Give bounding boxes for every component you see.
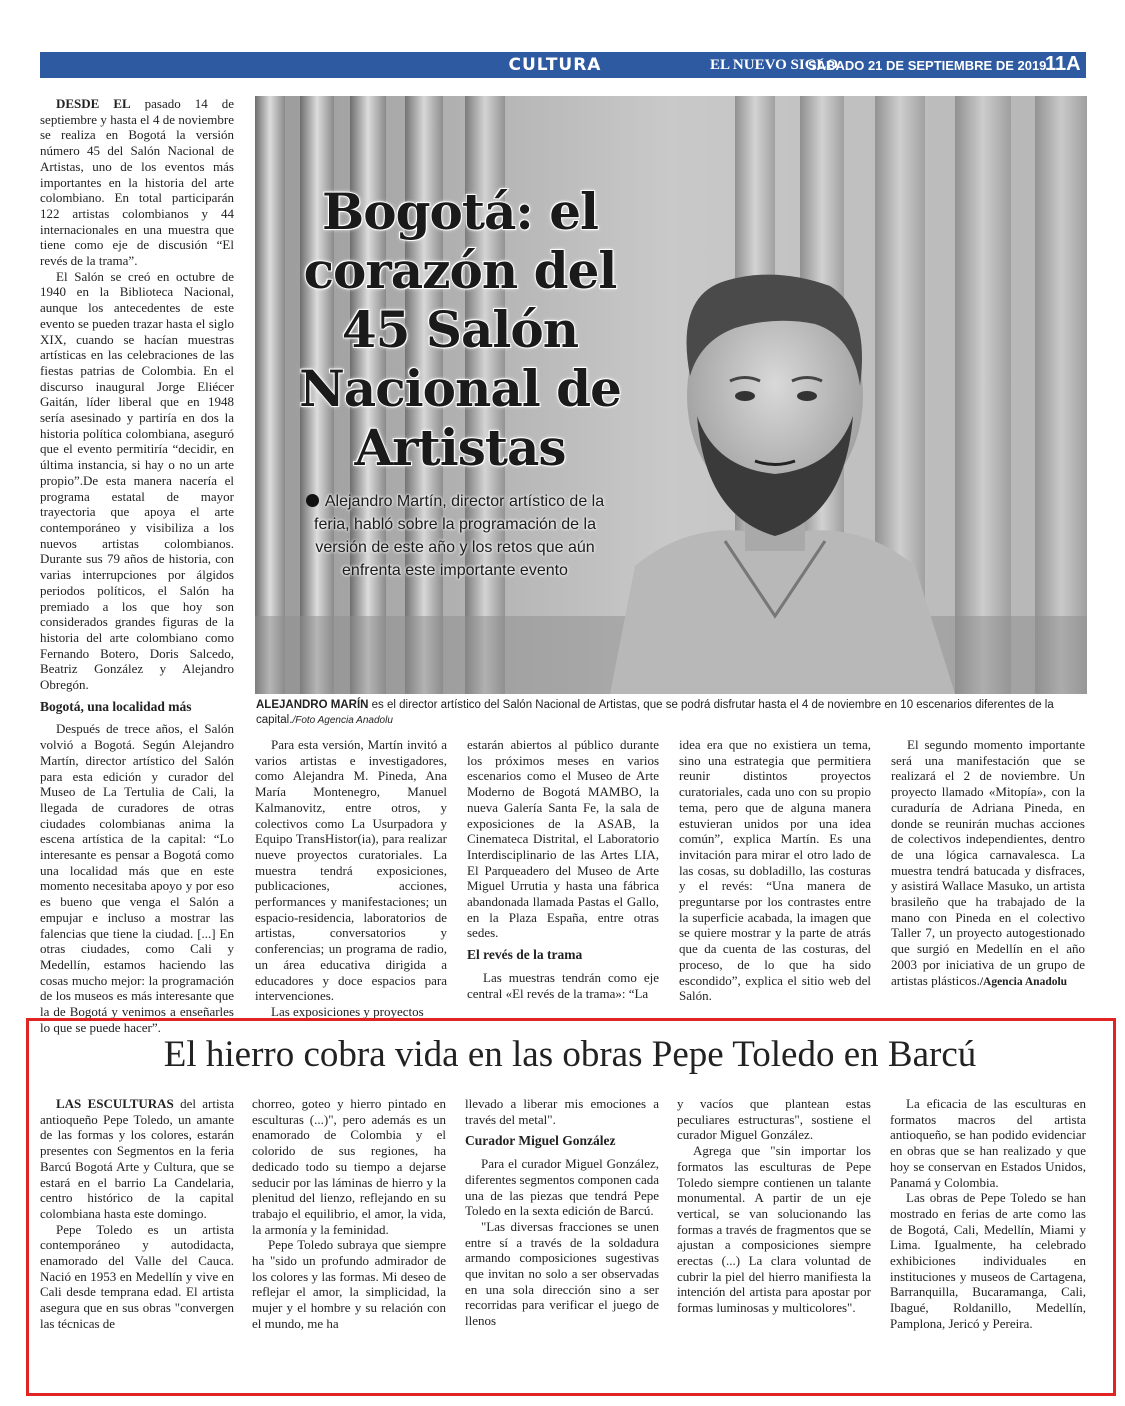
paragraph: llevado a liberar mis emociones a través del metal". <box>465 1096 659 1127</box>
lead-in: DESDE EL <box>56 96 131 111</box>
paragraph: El segundo momento importante será una manifestación que se realizará el 2 de noviembre. Un proyecto llamado «Mitopía», con la curaduría de Adriana Pineda, en donde se reunirán muchas acciones de colectivos independientes, dentro de una lógica carnavalesca. La muestra tendrá batucada y disfraces, y asistirá Wallace Masuko, un artista brasileño que ha trabajado de la mano con Pineda en el colectivo Taller 7, un proyecto autogestionado que surgió en Medellín en el año 2003 por iniciativa de un grupo de artistas plásticos. <box>891 737 1085 988</box>
paragraph: Pepe Toledo es un artista contemporáneo y autodidacta, enamorado del Valle del Cauca. Nació en 1953 en Medellín y vive en Cali desde temprana edad. El artista asegura que en sus obras "convergen las técnicas de <box>40 1221 234 1331</box>
paragraph: La eficacia de las esculturas en formatos macros del artista antioqueño, se han podido evidenciar en obras que se han realizado y que hoy se conservan en Estados Unidos, Panamá y Colombia. <box>890 1096 1086 1190</box>
paragraph: Después de trece años, el Salón volvió a Bogotá. Según Alejandro Martín, director artístico del Salón para esta edición y curador del Museo de La Tertulia de Cali, la llegada de curadores de otras ciudades colombianas anima la escena artística de la capital: “Lo interesante es pensar a Bogotá como una localidad más que en este momento necesitaba apoyo y por eso es bueno que venga el Salón a empujar e incluso a mostrar las falencias que tiene la ciudad. [...] En otras ciudades, como Cali y Medellín, estamos haciendo las cosas mucho mejor: la programación de los museos es más interesante que la de Bogotá y venimos a enseñarles lo que se puede hacer”. <box>40 721 234 1035</box>
paragraph: Las obras de Pepe Toledo se han mostrado en ferias de arte como las de Bogotá, Cali, Medellín, Miami y Lima. Igualmente, ha celebrado exhibiciones individuales en instituciones y museos de Cartagena, Barranquilla, Bucaramanga, Cali, Ibagué, Roldanillo, Medellín, Pamplona, Jericó y Pereira. <box>890 1190 1086 1331</box>
paragraph: y vacíos que plantean estas peculiares estructuras", sostiene el curador Miguel González. <box>677 1096 871 1143</box>
subheading: El revés de la trama <box>467 947 583 963</box>
paragraph: del artista antioqueño Pepe Toledo, un amante de las formas y los colores, estarán presentes con Segmentos en la feria Barcú Bogotá Arte y Cultura, que se estará en el barrio La Candelaria, centro histórico de la capital colombiana hasta este domingo. <box>40 1096 234 1221</box>
box-column-3 <box>465 1096 659 1329</box>
article-headline: Bogotá: el corazón del 45 Salón Nacional de Artistas <box>299 182 621 477</box>
article-deck <box>290 490 620 582</box>
paragraph: estarán abiertos al público durante los próximos meses en varios escenarios como el Museo de Arte Moderno de Bogotá MAMBO, la nueva Galería Santa Fe, la sala de exposiciones de la ASAB, la Cinemateca Distrital, el Laboratorio Interdisciplinario de las Artes LIA, El Parqueadero del Museo de Arte Miguel Urrutia y hasta una fábrica abandonada llamada Pastas el Gallo, en la Plaza España, entre otras sedes. <box>467 737 659 941</box>
newspaper-name: EL NUEVO SIGLO <box>710 57 839 73</box>
paragraph: Para el curador Miguel González, diferentes segmentos componen cada una de las piezas que tendrá Pepe Toledo en la sexta edición de Barcú. <box>465 1156 659 1219</box>
subheading: Curador Miguel González <box>465 1133 616 1149</box>
boxed-article-title: El hierro cobra vida en las obras Pepe Toledo en Barcú <box>163 1034 977 1075</box>
issue-date: SÁBADO 21 DE SEPTIEMBRE DE 2019 <box>808 58 1047 73</box>
box-column-5 <box>890 1096 1086 1332</box>
article-column-3 <box>467 737 659 1001</box>
deck-text: Alejandro Martín, director artístico de la feria, habló sobre la programación de la versión de este año y los retos que aún enfrenta este importante evento <box>314 493 605 579</box>
box-column-4 <box>677 1096 871 1316</box>
paragraph: Agrega que "sin importar los formatos las esculturas de Pepe Toledo siempre contienen un talante monumental. A partir de un eje vertical, se van solucionando las formas a través de fragmentos que se ajustan a composiciones siempre erectas (...) La clara voluntad de cubrir la piel del hierro manifiesta la intención del artista para apostar por formas luminosas y multicolores". <box>677 1143 871 1316</box>
article-column-2 <box>255 737 447 1020</box>
paragraph: idea era que no existiera un tema, sino una estrategia que permitiera reunir distintos proyectos curatoriales, cada uno con su propio tema, pero que de alguna manera estuvieran unidos por una idea común”, explica Martín. Es una invitación para mirar el otro lado de las cosas, su dobladillo, las costuras y el revés: “Una manera de preguntarse por los contrastes entre la superficie acabada, la imagen que se quiere mostrar y la parte de atrás que da cuenta de las costuras, del proceso, de lo que ha sido escondido”, explica el sitio web del Salón. <box>679 737 871 1004</box>
page-number: 11A <box>1045 53 1081 75</box>
paragraph: Las exposiciones y proyectos <box>271 1003 424 1019</box>
photo-credit: /Foto Agencia Anadolu <box>292 714 393 726</box>
paragraph: Pepe Toledo subraya que siempre ha "sido un profundo admirador de los colores y las formas. Mi deseo de reflejar el amor, la simplicidad, la mujer y el hombre y su relación con el mundo, me ha <box>252 1237 446 1331</box>
photo-caption <box>256 698 1084 728</box>
bullet-icon <box>306 494 319 507</box>
article-column-1 <box>40 96 234 1035</box>
section-title: CULTURA <box>508 55 602 75</box>
agency-signature: /Agencia Anadolu <box>979 975 1068 988</box>
subheading: Bogotá, una localidad más <box>40 698 192 714</box>
caption-text: es el director artístico del Salón Nacional de Artistas, que se podrá disfrutar hasta el 4 de noviembre en 10 escenarios diferentes de la capital. <box>256 699 1054 726</box>
article-column-5 <box>891 737 1085 990</box>
paragraph: El Salón se creó en octubre de 1940 en la Biblioteca Nacional, aunque los antecedentes de este evento se pueden trazar hasta el siglo XIX, cuando se hacían muestras artísticas en las celebraciones de las fiestas patrias de Colombia. En el discurso inaugural Jorge Eliécer Gaitán, líder liberal que en 1948 sería asesinado y partiría en dos la historia política colombiana, aseguró que el evento permitiría “decidir, en última instancia, si hay o no un arte propio”.De esta manera nacería el programa estatal de mayor trayectoria que apoya el arte contemporáneo y visibiliza a los nuevos artistas colombianos. Durante sus 79 años de historia, con varias interrupciones por álgidos periodos políticos, el Salón ha premiado a los que hoy son considerados grandes figuras de la historia del arte colombiano como Fernando Botero, Doris Salcedo, Beatriz González y Alejandro Obregón. <box>40 268 234 693</box>
box-column-1 <box>40 1096 234 1332</box>
paragraph: Para esta versión, Martín invitó a varios artistas e investigadores, como Alejandra M. Pineda, Ana María Montenegro, Manuel Kalmanovitz, entre otros, y colectivos como La Usurpadora y Equipo TransHistor(ia), para realizar nueve proyectos curatoriales. La muestra tendrá exposiciones, publicaciones, acciones, performances y manifestaciones; un espacio-residencia, laboratorios de artistas, conversatorios y conferencias; un programa de radio, un área educativa dirigida a educadores y doce espacios para intervenciones. <box>255 737 447 1004</box>
box-column-2 <box>252 1096 446 1332</box>
paragraph: Las muestras tendrán como eje central «El revés de la trama»: “La <box>467 969 659 1001</box>
article-column-4 <box>679 737 871 1004</box>
paragraph: pasado 14 de septiembre y hasta el 4 de noviembre se realiza en Bogotá la versión número 45 del Salón Nacional de Artistas, uno de los eventos más importantes en la historia del arte colombiano. En total participarán 122 artistas colombianos y 44 internacionales en una muestra que tiene como eje de discusión “El revés de la trama”. <box>40 96 234 269</box>
paragraph: chorreo, goteo y hierro pintado en esculturas (...)", pero además es un enamorado de Colombia y el colorido de sus regiones, ha dedicado todo su tiempo a dejarse seducir por las láminas de hierro y la plenitud del lienzo, reflejando en su trabajo el equilibrio, el amor, la vida, la armonía y la feminidad. <box>252 1096 446 1237</box>
paragraph: "Las diversas fracciones se unen entre sí a través de la soldadura armando composiciones sugestivas que invitan no solo a ser observadas en una sola dirección sino a ser recorridas para verificar el juego de llenos <box>465 1218 659 1329</box>
lead-in: LAS ESCULTURAS <box>56 1096 174 1111</box>
caption-lead: ALEJANDRO MARÍN <box>256 699 369 711</box>
